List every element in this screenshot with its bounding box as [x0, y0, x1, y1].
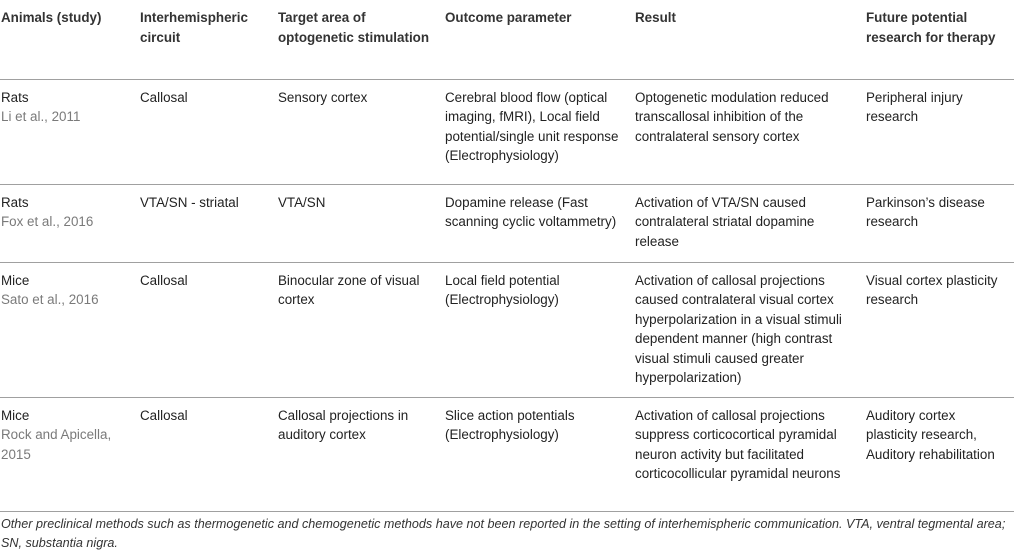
table-row — [0, 397, 1014, 511]
citation-link[interactable]: Fox et al., 2016 — [1, 214, 94, 229]
cell-circuit: Callosal — [136, 262, 274, 397]
header-future: Future potential research for therapy — [862, 0, 1014, 79]
cell-animals — [0, 184, 136, 262]
cell-circuit: Callosal — [136, 397, 274, 511]
cell-future: Auditory cortex plasticity research, Auditory rehabilitation — [862, 397, 1014, 511]
cell-result: Activation of callosal projections caused contralateral visual cortex hyperpolarization in a visual stimuli dependent manner (high contrast visual stimuli caused greater hyperpolarization) — [631, 262, 862, 397]
animal-name: Rats — [1, 89, 29, 105]
cell-target: Binocular zone of visual cortex — [274, 262, 441, 397]
cell-animals — [0, 262, 136, 397]
cell-circuit: Callosal — [136, 79, 274, 184]
header-result: Result — [631, 0, 862, 79]
table-row — [0, 184, 1014, 262]
table-row — [0, 262, 1014, 397]
cell-future: Parkinson’s disease research — [862, 184, 1014, 262]
cell-outcome: Dopamine release (Fast scanning cyclic voltammetry) — [441, 184, 631, 262]
header-outcome: Outcome parameter — [441, 0, 631, 79]
animal-name: Mice — [1, 407, 30, 423]
cell-result: Activation of VTA/SN caused contralateral striatal dopamine release — [631, 184, 862, 262]
citation-link[interactable]: Sato et al., 2016 — [1, 292, 99, 307]
cell-future: Peripheral injury research — [862, 79, 1014, 184]
cell-circuit: VTA/SN - striatal — [136, 184, 274, 262]
cell-animals — [0, 397, 136, 511]
cell-animals — [0, 79, 136, 184]
cell-target: Sensory cortex — [274, 79, 441, 184]
header-row — [0, 0, 1014, 79]
animal-name: Rats — [1, 194, 29, 210]
cell-target: Callosal projections in auditory cortex — [274, 397, 441, 511]
cell-outcome: Local field potential (Electrophysiology) — [441, 262, 631, 397]
animal-name: Mice — [1, 272, 30, 288]
cell-future: Visual cortex plasticity research — [862, 262, 1014, 397]
header-animals: Animals (study) — [0, 0, 136, 79]
citation-link[interactable]: Rock and Apicella, 2015 — [1, 427, 112, 462]
citation-link[interactable]: Li et al., 2011 — [1, 109, 81, 124]
cell-result: Optogenetic modulation reduced transcallosal inhibition of the contralateral sensory cortex — [631, 79, 862, 184]
header-target: Target area of optogenetic stimulation — [274, 0, 441, 79]
table-row — [0, 79, 1014, 184]
cell-result: Activation of callosal projections suppress corticocortical pyramidal neuron activity but facilitated corticocollicular pyramidal neurons — [631, 397, 862, 511]
cell-outcome: Slice action potentials (Electrophysiology) — [441, 397, 631, 511]
cell-outcome: Cerebral blood flow (optical imaging, fMRI), Local field potential/single unit response (Electrophysiology) — [441, 79, 631, 184]
table-footnote: Other preclinical methods such as thermogenetic and chemogenetic methods have not been reported in the setting of interhemispheric communication. VTA, ventral tegmental area; SN, substantia nigra. — [1, 517, 1006, 550]
header-circuit: Interhemispheric circuit — [136, 0, 274, 79]
cell-target: VTA/SN — [274, 184, 441, 262]
